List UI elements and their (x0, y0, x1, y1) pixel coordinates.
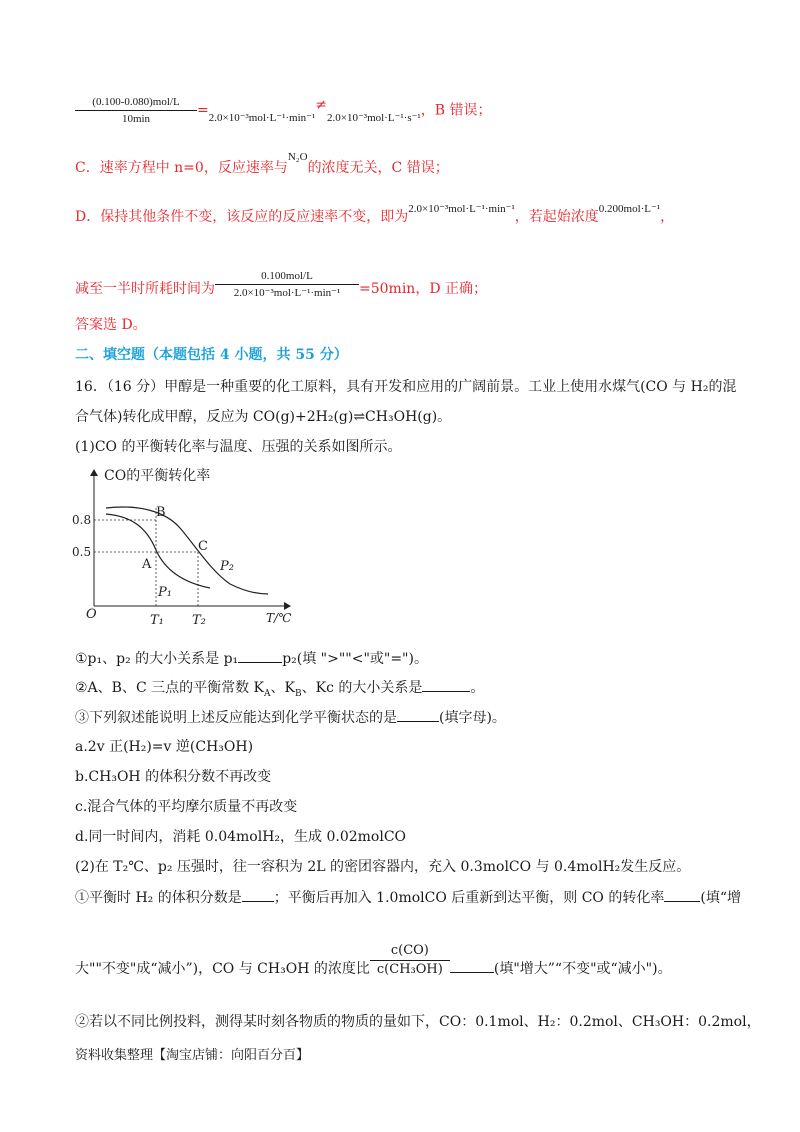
half-life-result: =50min，D 正确； (359, 280, 487, 297)
xtick-t2: T₂ (192, 613, 206, 628)
q2-line4: ②若以不同比例投料，测得某时刻各物质的物质的量如下，CO：0.1mol、H₂：0.2mol、CH₃OH：0.2mol， (75, 1014, 761, 1030)
option-c-explain (75, 151, 449, 178)
q2-line3 (75, 942, 672, 979)
q1-item1 (75, 648, 428, 669)
fraction-numerator: c(CO) (370, 942, 450, 961)
fraction-numerator: 0.100mol/L (215, 268, 359, 285)
half-life-fraction (215, 268, 359, 301)
q16-line1: 16．（16 分）甲醇是一种重要的化工原料，具有开发和应用的广阔前景。工业上使用水煤气(CO 与 H₂的混 (75, 379, 737, 395)
option-d: d.同一时间内，消耗 0.04molH₂，生成 0.02molCO (75, 829, 407, 845)
footer-source: 资料收集整理【淘宝店铺：向阳百分百】 (75, 1048, 310, 1063)
q1-item1-tail: p₂(填 ">""<"或"=")。 (282, 651, 428, 667)
answer-blank[interactable] (450, 958, 494, 973)
series-label-p1: P₁ (158, 585, 172, 600)
point-b-label: B (156, 505, 166, 520)
option-c-text: C．速率方程中 n=0，反应速率与 (75, 160, 288, 176)
q2-line2 (75, 887, 741, 908)
q1-item2 (75, 677, 484, 704)
co-conversion-chart (70, 462, 310, 630)
option-d-text-2: ，若起始浓度 (514, 209, 599, 225)
b-calc-line (75, 94, 491, 127)
answer-blank[interactable] (238, 648, 282, 663)
rate-fraction (75, 94, 197, 127)
q16-part1: (1)CO 的平衡转化率与温度、压强的关系如图所示。 (75, 439, 402, 455)
q2-line2-text-2: ；平衡后再加入 1.0molCO 后重新到达平衡，则 CO 的转化率 (273, 890, 665, 906)
conc-ratio-fraction (370, 942, 450, 979)
option-b: b.CH₃OH 的体积分数不再改变 (75, 769, 272, 785)
q2-line3-tail: (填"增大”“不变"或“减小")。 (493, 960, 672, 977)
option-d-text: D．保持其他条件不变，该反应的反应速率不变，即为 (75, 209, 409, 225)
series-label-p2: P₂ (220, 559, 234, 574)
option-c-verdict: 的浓度无关，C 错误； (307, 160, 449, 176)
q1-item2-text-3: 、Kc 的大小关系是 (301, 680, 423, 696)
q1-item2-text: ②A、B、C 三点的平衡常数 K (75, 680, 265, 696)
chart-title: CO的平衡转化率 (104, 468, 211, 484)
xtick-t1: T₁ (150, 613, 164, 628)
fraction-numerator: (0.100-0.080)mol/L (75, 94, 197, 111)
fraction-denominator: c(CH₃OH) (376, 962, 443, 977)
origin-label: O (86, 607, 97, 622)
q1-item1-text: ①p₁、p₂ 的大小关系是 p₁ (75, 651, 239, 667)
comma: ， (660, 209, 675, 225)
answer-blank[interactable] (422, 677, 470, 692)
x-axis-label: T/℃ (266, 611, 292, 625)
subscript-b: B (295, 688, 302, 699)
q1-item3 (75, 707, 506, 728)
half-life-line (75, 268, 487, 301)
not-equal-sign: ≠ (315, 96, 328, 113)
section-heading: 二、填空题（本题包括 4 小题，共 55 分） (75, 347, 348, 363)
n2o-formula: N₂O (287, 151, 308, 163)
ytick-0.5: 0.5 (72, 545, 92, 559)
q2-line1: (2)在 T₂℃、p₂ 压强时，往一容积为 2L 的密团容器内，充入 0.3molCO 与 0.4molH₂发生反应。 (75, 859, 691, 875)
half-life-text: 减至一半时所耗时间为 (75, 280, 215, 297)
rate-value: 2.0×10⁻³mol·L⁻¹·min⁻¹ (408, 203, 515, 215)
initial-conc: 0.200mol·L⁻¹ (598, 203, 661, 215)
rate-value-min: 2.0×10⁻³mol·L⁻¹·min⁻¹ (208, 111, 316, 124)
subscript-a: A (264, 688, 271, 699)
option-a: a.2v 正(H₂)=v 逆(CH₃OH) (75, 739, 254, 755)
q2-line3-text: 大""不变"成“减小”)，CO 与 CH₃OH 的浓度比 (75, 960, 370, 977)
q1-item3-text: ③下列叙述能说明上述反应能达到化学平衡状态的是 (75, 710, 397, 726)
q16-line2: 合气体)转化成甲醇，反应为 CO(g)+2H₂(g)⇌CH₃OH(g)。 (75, 409, 452, 425)
ytick-0.8: 0.8 (72, 513, 92, 527)
answer-blank[interactable] (664, 887, 700, 902)
point-a-label: A (142, 557, 152, 572)
option-d-explain (75, 203, 675, 227)
q1-item2-text-2: 、K (270, 680, 295, 696)
fraction-denominator: 2.0×10⁻³mol·L⁻¹·min⁻¹ (233, 287, 341, 299)
answer-blank[interactable] (397, 707, 439, 722)
q1-item3-tail: (填字母)。 (439, 710, 506, 726)
option-c: c.混合气体的平均摩尔质量不再改变 (75, 799, 298, 815)
q2-line2-tail: (填“增 (700, 890, 741, 906)
series-line-p1 (106, 514, 210, 588)
answer-blank[interactable] (242, 887, 274, 902)
point-c-label: C (198, 539, 208, 554)
equals-sign: = (197, 102, 209, 119)
q1-item2-tail: 。 (470, 680, 485, 696)
b-verdict: ，B 错误； (420, 102, 492, 119)
fraction-denominator: 10min (121, 113, 151, 125)
q2-line2-text: ①平衡时 H₂ 的体积分数是 (75, 890, 242, 906)
rate-value-sec: 2.0×10⁻³mol·L⁻¹·s⁻¹ (327, 111, 421, 124)
answer-line: 答案选 D。 (75, 317, 147, 333)
